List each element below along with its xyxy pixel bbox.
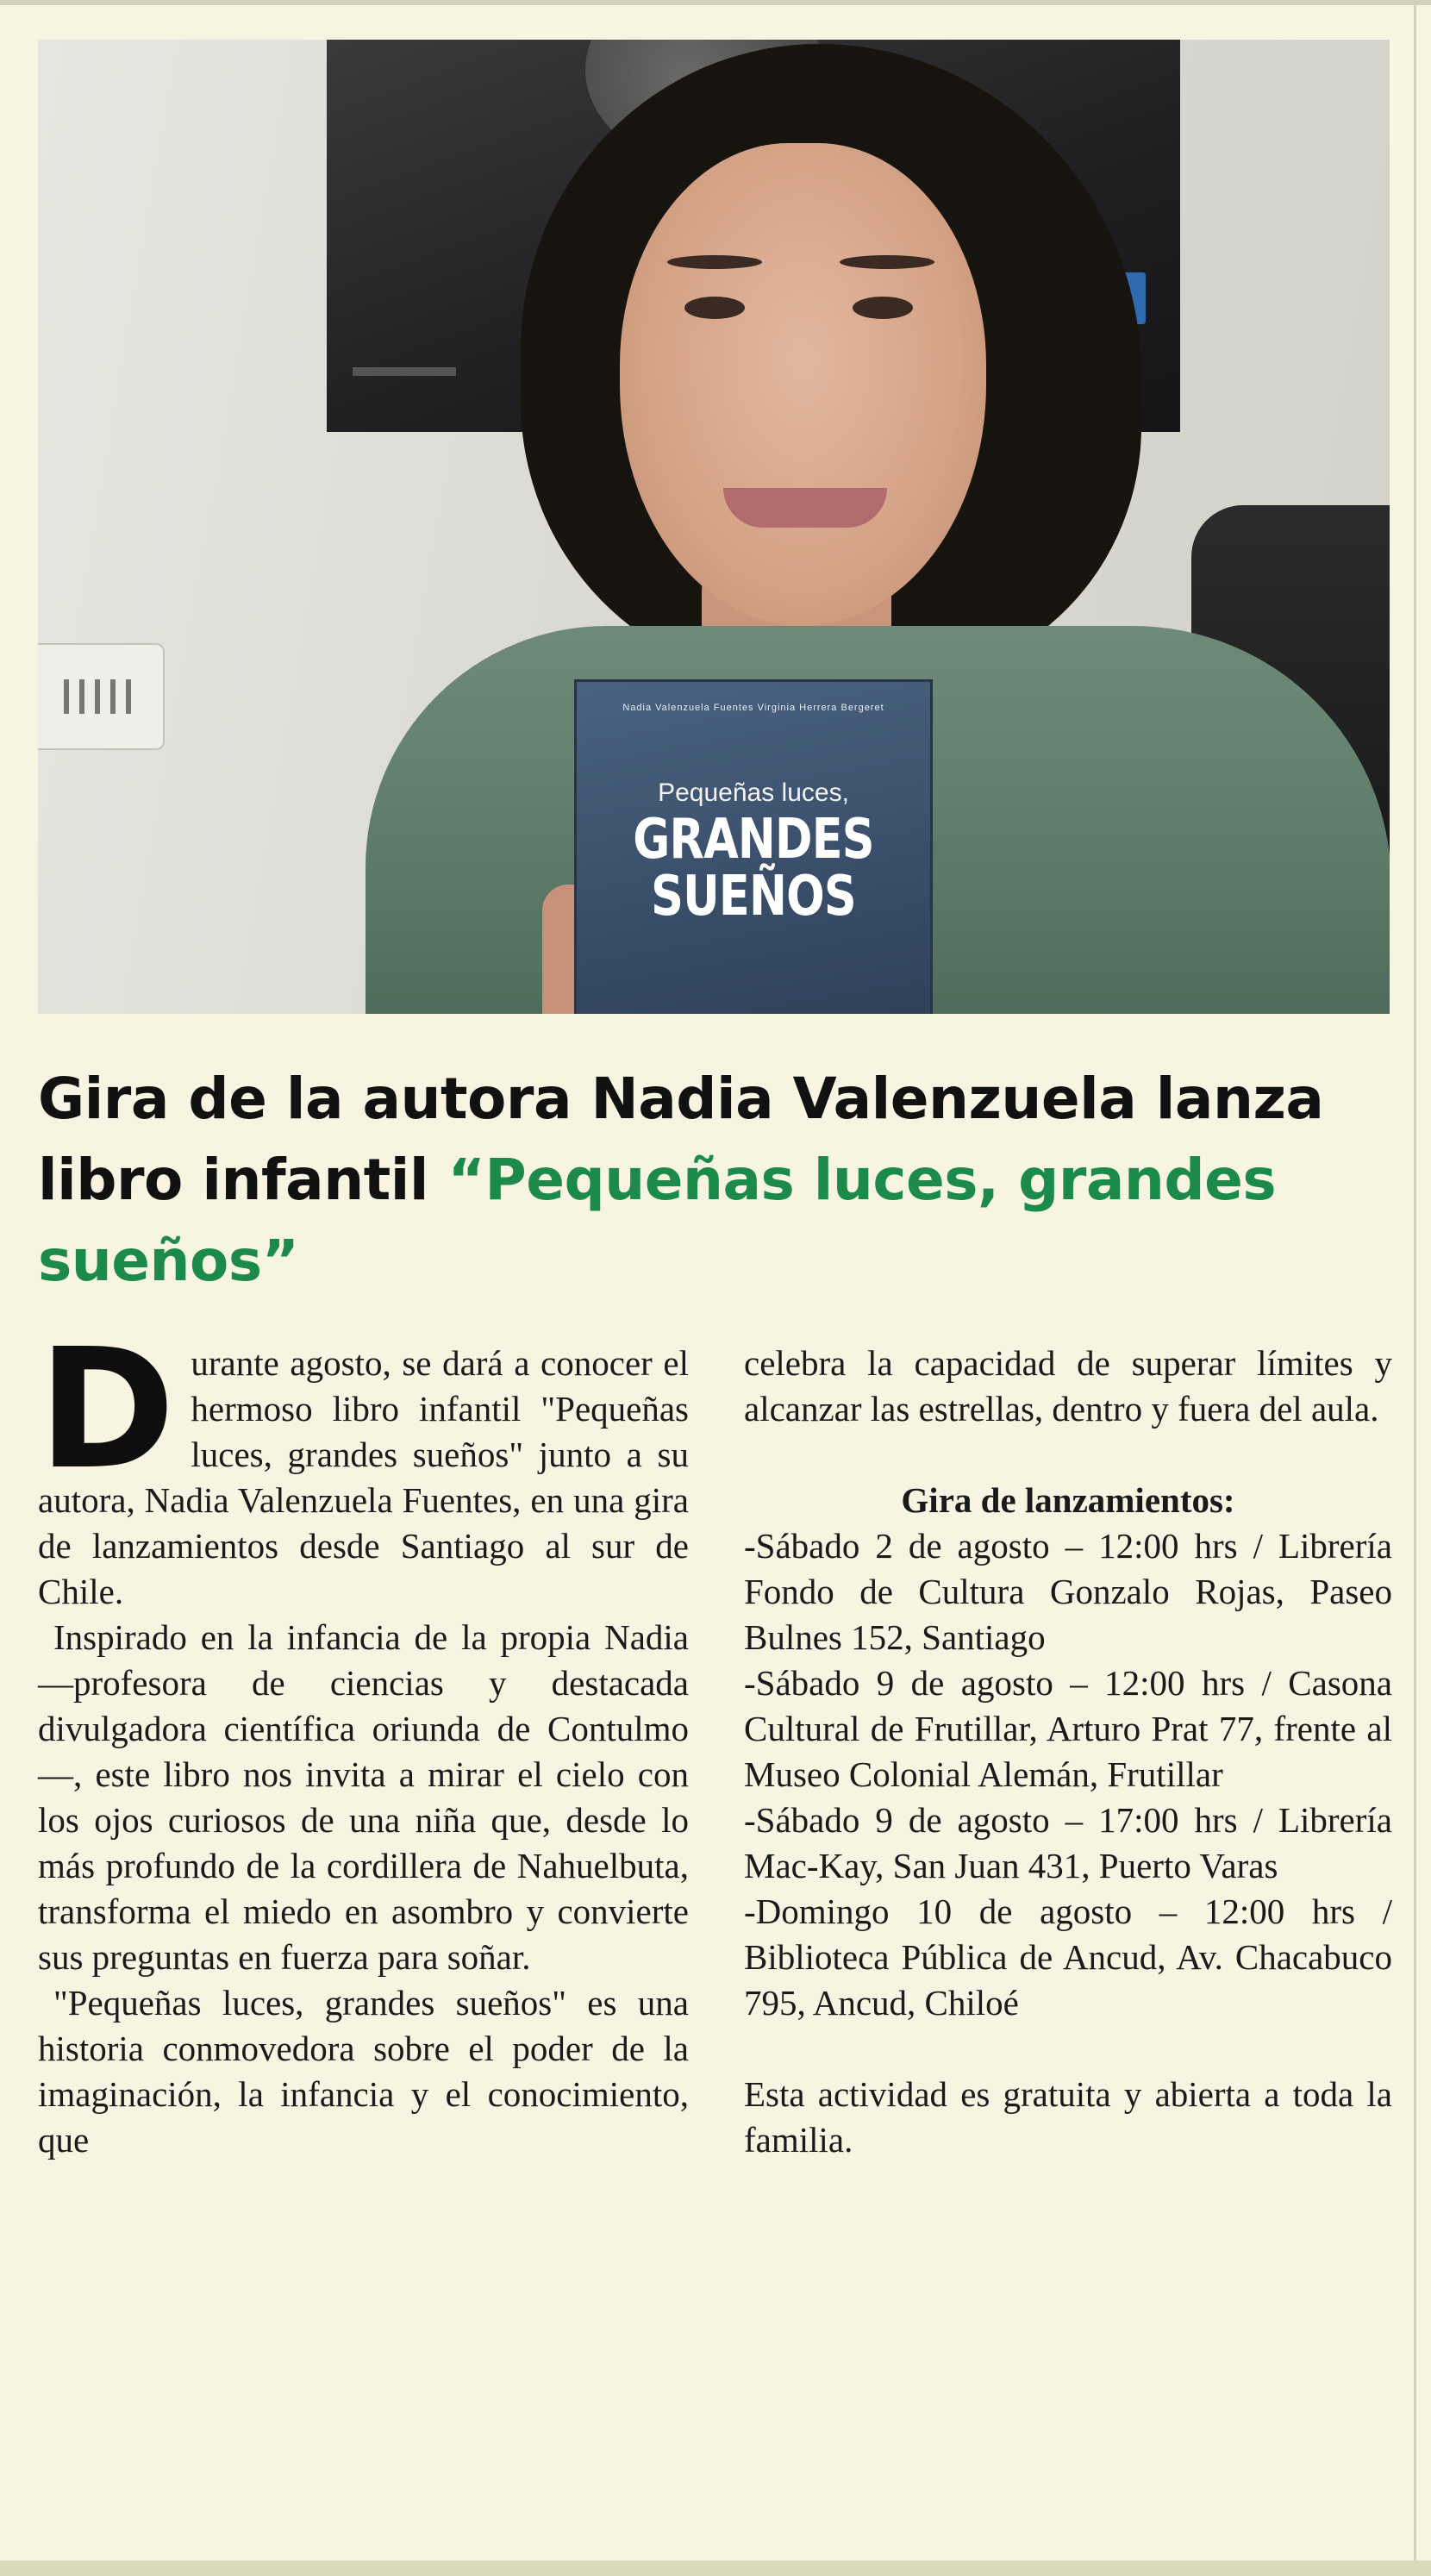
bottom-rule <box>0 2560 1431 2576</box>
book-title-main: GRANDES SUEÑOS <box>633 808 874 928</box>
book-cover <box>577 682 930 1014</box>
tour-title: Gira de lanzamientos: <box>901 1480 1235 1520</box>
poster-caption <box>353 367 456 376</box>
closing-note: Esta actividad es gratuita y abierta a toda la familia. <box>744 2074 1392 2160</box>
headline-green: “Pequeñas luces, grandes sueños” <box>38 1147 1277 1294</box>
column-right <box>744 1341 1392 2163</box>
wall-outlet <box>38 643 165 750</box>
top-rule <box>0 0 1431 5</box>
right-rule <box>1414 0 1416 2576</box>
book-title-small: Pequeñas luces, <box>658 778 849 807</box>
paragraph-3-start: "Pequeñas luces, grandes sueños" es una historia conmovedora sobre el poder de la imaginación, la infancia y el conocimiento, que <box>38 1983 689 2160</box>
tour-item-1: -Sábado 2 de agosto – 12:00 hrs / Librería Fondo de Cultura Gonzalo Rojas, Paseo Bulnes 152, Santiago <box>744 1526 1392 1657</box>
drop-cap: D <box>38 1314 176 1506</box>
author-smile <box>723 488 887 528</box>
headline <box>38 1059 1400 1302</box>
paragraph-1 <box>38 1314 689 1615</box>
paragraph-3-end: celebra la capacidad de superar límites y alcanzar las estrellas, dentro y fuera del aula. <box>744 1343 1392 1429</box>
paragraph-2: Inspirado en la infancia de la propia Nadia —profesora de ciencias y destacada divulgadora científica oriunda de Contulmo—, este libro nos invita a mirar el cielo con los ojos curiosos de una niña que, desde lo más profundo de la cordillera de Nahuelbuta, transforma el miedo en asombro y convierte sus preguntas en fuerza para soñar. <box>38 1617 689 1977</box>
headline-black: Gira de la autora Nadia Valenzuela lanza libro infantil <box>38 1066 1324 1213</box>
tour-item-3: -Sábado 9 de agosto – 17:00 hrs / Librería Mac-Kay, San Juan 431, Puerto Varas <box>744 1800 1392 1885</box>
tour-item-2: -Sábado 9 de agosto – 12:00 hrs / Casona Cultural de Frutillar, Arturo Prat 77, frente al Museo Colonial Alemán, Frutillar <box>744 1663 1392 1794</box>
book-authors: Nadia Valenzuela Fuentes Virginia Herrera Bergeret <box>622 703 884 713</box>
author-photo <box>38 40 1390 1014</box>
tour-item-4: -Domingo 10 de agosto – 12:00 hrs / Biblioteca Pública de Ancud, Av. Chacabuco 795, Ancud, Chiloé <box>744 1891 1392 2023</box>
column-left <box>38 1314 689 2163</box>
author-face <box>620 143 986 626</box>
paragraph-1-text: urante agosto, se dará a conocer el hermoso libro infantil "Pequeñas luces, grandes sueños" junto a su autora, Nadia Valenzuela Fuentes, en una gira de lanzamientos desde Santiago al sur de Chile. <box>38 1343 689 1611</box>
